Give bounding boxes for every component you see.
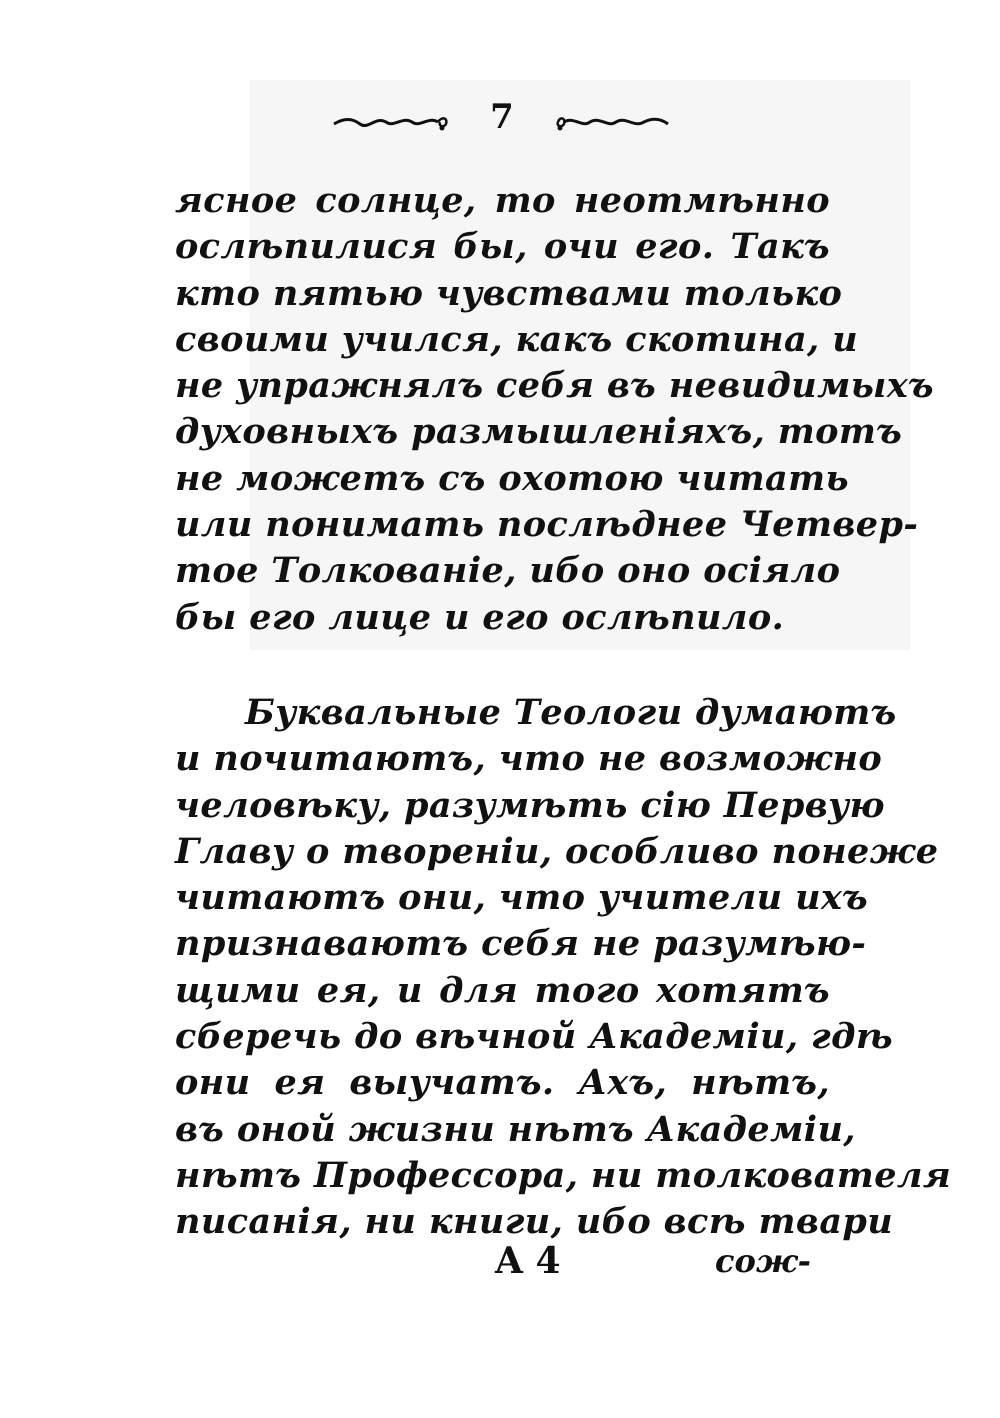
text-line: или понимать послѣднее Четвер- xyxy=(175,504,919,546)
text-line: ясное солнце, то неотмѣнно xyxy=(175,180,830,221)
text-line: писанія, ни книги, ибо всѣ твари xyxy=(175,1201,894,1243)
page-footer xyxy=(175,1238,830,1288)
text-line: въ оной жизни нѣтъ Академіи, xyxy=(175,1108,856,1150)
text-line: тое Толкованіе, ибо оно осіяло xyxy=(175,550,841,592)
catchword: сож- xyxy=(715,1242,811,1280)
signature-mark: A 4 xyxy=(495,1240,561,1282)
paragraph-1 xyxy=(175,178,934,641)
text-line: не упражнялъ себя въ невидимыхъ xyxy=(175,365,934,407)
text-line: они ея выучатъ. Ахъ, нѣтъ, xyxy=(175,1062,830,1104)
text-line: человѣку, разумѣть сію Первую xyxy=(175,784,885,826)
text-line: ослѣпилися бы, очи его. Такъ xyxy=(175,226,830,268)
text-line: не можетъ съ охотою читать xyxy=(175,457,850,499)
text-line: читаютъ они, что учители ихъ xyxy=(175,877,869,919)
text-line: кто пятью чувствами только xyxy=(175,272,843,314)
text-line: сберечь до вѣчной Академіи, гдѣ xyxy=(175,1016,894,1058)
text-line: бы его лице и его ослѣпило. xyxy=(175,596,785,638)
text-line: Главу о твореніи, особливо понеже xyxy=(175,830,939,872)
page-header xyxy=(320,97,680,150)
paragraph-2 xyxy=(175,690,952,1246)
flourish-ornament-icon xyxy=(330,110,450,134)
text-line: своими учился, какъ скотина, и xyxy=(175,318,859,360)
text-line: Буквальные Теологи думаютъ xyxy=(245,692,897,733)
flourish-ornament-icon xyxy=(552,110,672,134)
text-line: нѣтъ Профессора, ни толкователя xyxy=(175,1154,952,1196)
text-line: духовныхъ размышленіяхъ, тотъ xyxy=(175,411,903,453)
text-line: и почитаютъ, что не возможно xyxy=(175,738,883,780)
text-line: признаваютъ себя не разумѣю- xyxy=(175,923,867,965)
page-number: 7 xyxy=(490,97,514,137)
text-line: щими ея, и для того хотятъ xyxy=(175,969,830,1011)
